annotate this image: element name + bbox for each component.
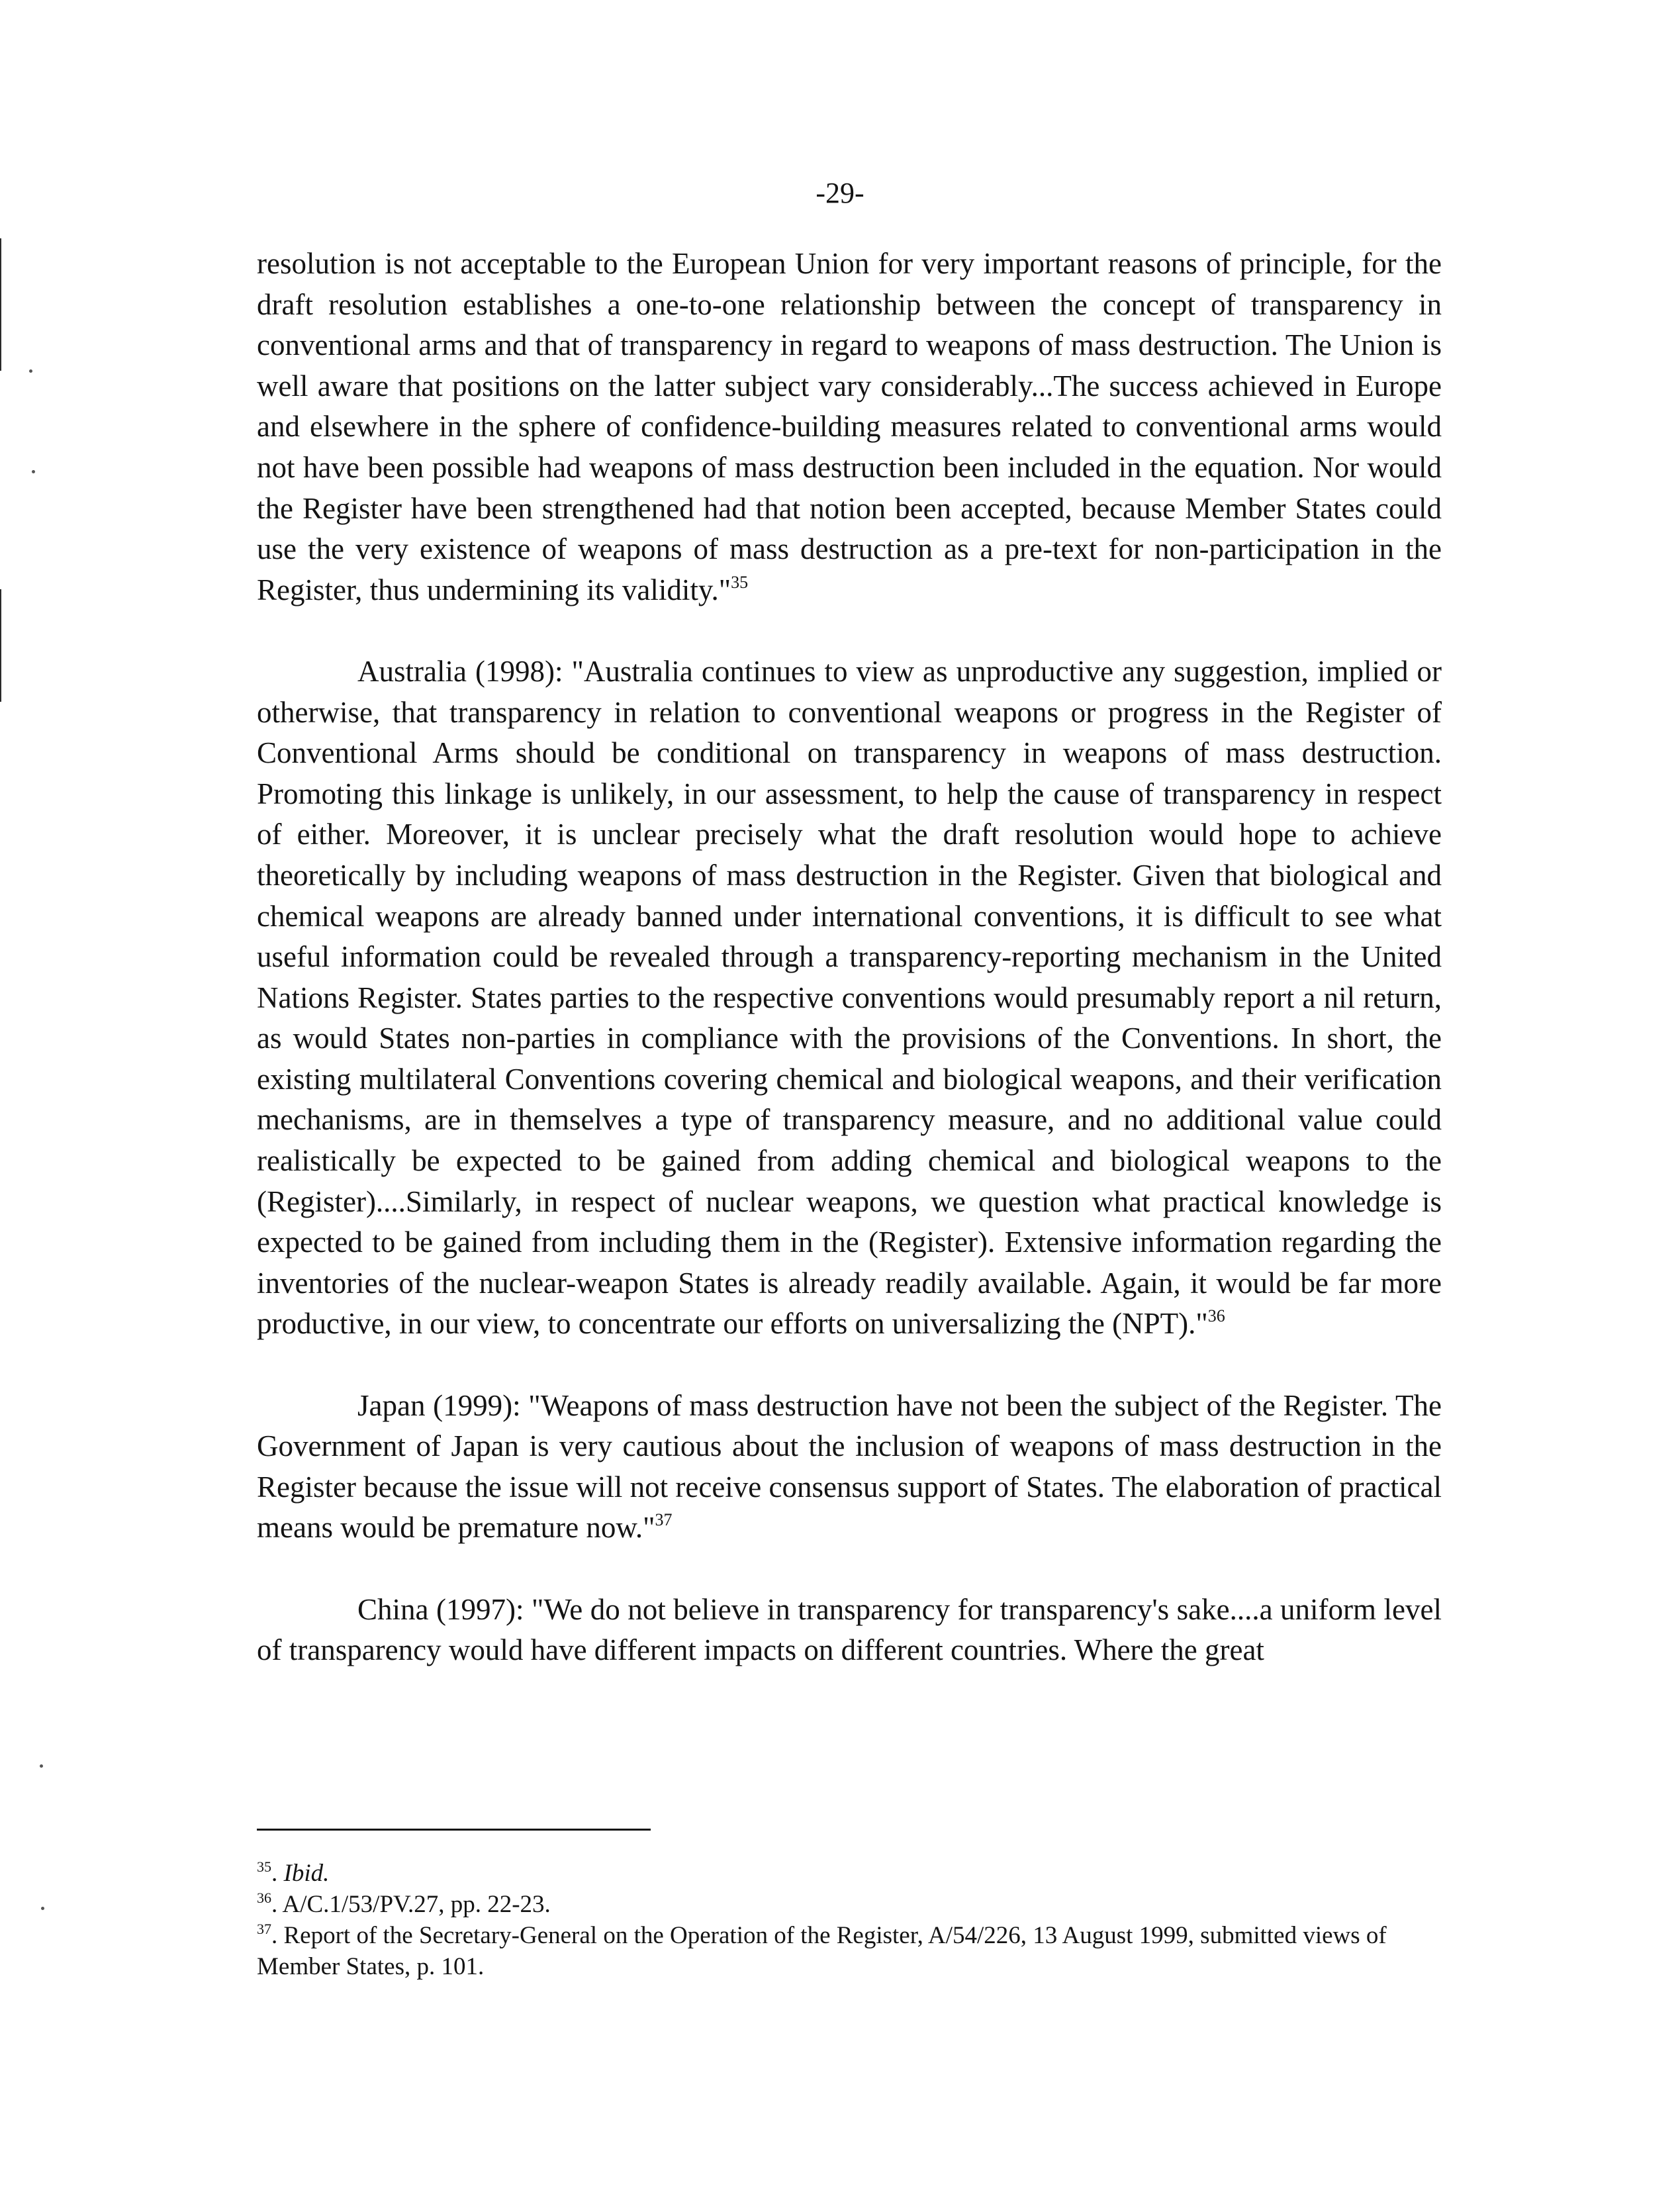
scan-speck [32, 470, 35, 473]
footnote-37: $^{37}$. Report of the Secretary-General on the Operation of the Register, A/54/226, 13 August 1999, submitted views of Member States, p. 101. [257, 1921, 1387, 1980]
paragraph-text: China (1997): "We do not believe in transparency for transparency's sake....a uniform level of transparency would have different impacts on different countries. Where the great [257, 1592, 1442, 1667]
footnote-36: $^{36}$. A/C.1/53/PV.27, pp. 22-23. [257, 1890, 551, 1918]
footnote-35: $^{35}$. Ibid. [257, 1858, 330, 1887]
footnote-text: Report of the Secretary-General on the Operation of the Register, A/54/226, 13 August 1999, submitted views of Member States, p. 101. [257, 1922, 1387, 1980]
footnote-marker: 37 [655, 1510, 673, 1530]
footnote-reference: Ibid. [283, 1860, 330, 1887]
scan-margin-mark [0, 238, 1, 371]
paragraph-china [257, 1590, 1442, 1671]
footnote-number: 36 [257, 1890, 271, 1906]
paragraph-japan [257, 1386, 1442, 1549]
paragraph-eu-quote [257, 244, 1442, 610]
footnote-number: 37 [257, 1921, 271, 1937]
footnote-marker: 35 [731, 572, 749, 592]
scan-speck [29, 369, 32, 373]
page-number: -29- [816, 177, 864, 209]
scan-margin-mark [0, 589, 1, 702]
paragraph-text: resolution is not acceptable to the European Union for very important reasons of principle, for the draft resolution establishes a one-to-one relationship between the concept of transparency in conventional arms and that of transparency in regard to weapons of mass destruction. The Union is well aware that positions on the latter subject vary considerably...The success achieved in Europe and elsewhere in the sphere of confidence-building measures related to conventional arms would not have been possible had weapons of mass destruction been included in the equation. Nor would the Register have been strengthened had that notion been accepted, because Member States could use the very existence of weapons of mass destruction as a pre-text for non-participation in the Register, thus undermining its validity." [257, 247, 1442, 606]
footnote-number: 35 [257, 1858, 271, 1875]
paragraph-text: Australia (1998): "Australia continues to view as unproductive any suggestion, implied or otherwise, that transparency in relation to conventional weapons or progress in the Register of Conventional Arms should be conditional on transparency in weapons of mass destruction. Promoting this linkage is unlikely, in our assessment, to help the cause of transparency in respect of either. Moreover, it is unclear precisely what the draft resolution would hope to achieve theoretically by including weapons of mass destruction in the Register. Given that biological and chemical weapons are already banned under international conventions, it is difficult to see what useful information could be revealed through a transparency-reporting mechanism in the United Nations Register. States parties to the respective conventions would presumably report a nil return, as would States non-parties in compliance with the provisions of the Conventions. In short, the existing multilateral Conventions covering chemical and biological weapons, and their verification mechanisms, are in themselves a type of transparency measure, and no additional value could realistically be expected to be gained from adding chemical and biological weapons to the (Register)....Similarly, in respect of nuclear weapons, we question what practical knowledge is expected to be gained from including them in the (Register). Extensive information regarding the inventories of the nuclear-weapon States is already readily available. Again, it would be far more productive, in our view, to concentrate our efforts on universalizing the (NPT)." [257, 654, 1442, 1341]
body-text [257, 244, 1442, 1671]
paragraph-text: Japan (1999): "Weapons of mass destruction have not been the subject of the Register. The Government of Japan is very cautious about the inclusion of weapons of mass destruction in the Register because the issue will not receive consensus support of States. The elaboration of practical means would be premature now." [257, 1388, 1442, 1545]
footnote-separator [257, 1829, 651, 1831]
scan-speck [40, 1764, 43, 1768]
footnote-text: A/C.1/53/PV.27, pp. 22-23. [282, 1891, 551, 1918]
footnotes [257, 1858, 1442, 1982]
footnote-marker: 36 [1207, 1306, 1225, 1326]
paragraph-australia [257, 651, 1442, 1345]
scan-speck [41, 1907, 44, 1910]
